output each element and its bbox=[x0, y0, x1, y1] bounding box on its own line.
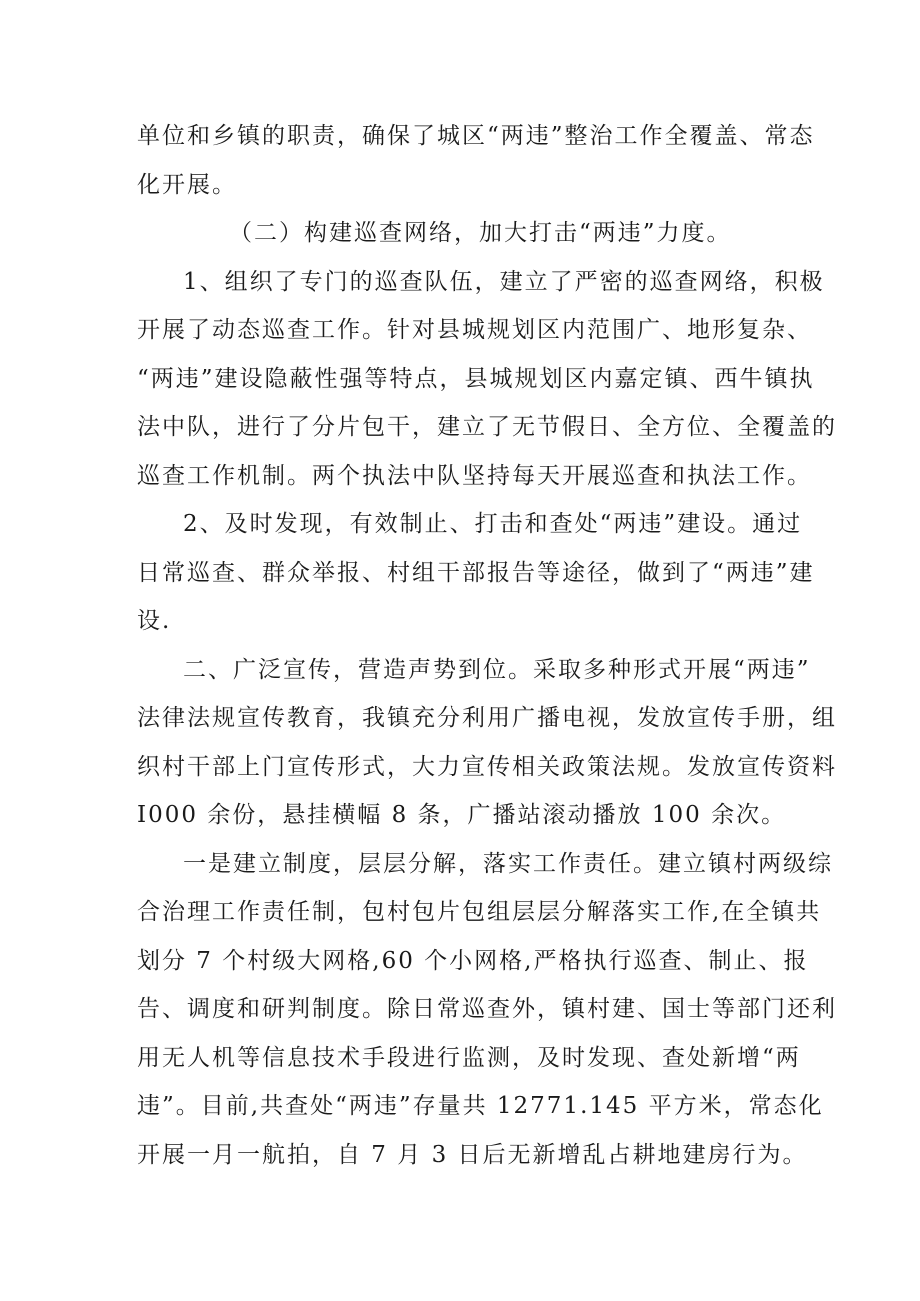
text-line: 开展了动态巡查工作。针对县城规划区内范围广、地形复杂、 bbox=[137, 317, 812, 343]
text-line: 划分 7 个村级大网格,60 个小网格,严格执行巡查、制止、报 bbox=[137, 947, 809, 974]
text-line: 二、广泛宣传，营造声势到位。采取多种形式开展“两违” bbox=[183, 656, 811, 683]
text-line: 化开展。 bbox=[137, 171, 237, 198]
text-line: 法中队，进行了分片包干，建立了无节假日、全方位、全覆盖的 bbox=[137, 414, 837, 440]
text-line: 巡查工作机制。两个执法中队坚持每天开展巡查和执法工作。 bbox=[137, 462, 812, 489]
text-line: “两违”建设隐蔽性强等特点，县城规划区内嘉定镇、西牛镇执 bbox=[137, 365, 815, 392]
text-line: 2、及时发现，有效制止、打击和查处“两违”建设。通过 bbox=[183, 511, 803, 537]
text-line: 1、组织了专门的巡查队伍，建立了严密的巡查网络，积极 bbox=[183, 268, 825, 295]
text-line: 合治理工作责任制，包村包片包组层层分解落实工作,在全镇共 bbox=[137, 899, 822, 925]
text-line: 一是建立制度，层层分解，落实工作责任。建立镇村两级综 bbox=[183, 850, 833, 877]
section-heading: （二）构建巡查网络，加大打击“两违”力度。 bbox=[229, 220, 732, 246]
text-line: 织村干部上门宣传形式，大力宣传相关政策法规。发放宣传资料 bbox=[137, 753, 837, 780]
text-line: 违”。目前,共查处“两违”存量共 12771.145 平方米，常态化 bbox=[137, 1093, 824, 1119]
text-line: 法律法规宣传教育，我镇充分利用广播电视，发放宣传手册，组 bbox=[137, 705, 837, 731]
text-line: I000 余份，悬挂横幅 8 条，广播站滚动播放 100 余次。 bbox=[137, 802, 787, 828]
text-line: 用无人机等信息技术手段进行监测，及时发现、查处新增“两 bbox=[137, 1044, 801, 1071]
text-line: 日常巡查、群众举报、村组干部报告等途径，做到了“两违”建 bbox=[137, 559, 815, 586]
document-body bbox=[137, 112, 837, 1179]
text-line: 告、调度和研判制度。除日常巡查外，镇村建、国士等部门还利 bbox=[137, 996, 837, 1022]
text-line: 设. bbox=[137, 608, 172, 634]
text-line: 单位和乡镇的职责，确保了城区“两违”整治工作全覆盖、常态 bbox=[137, 123, 815, 149]
text-line: 开展一月一航拍，自 7 月 3 日后无新增乱占耕地建房行为。 bbox=[137, 1141, 808, 1168]
